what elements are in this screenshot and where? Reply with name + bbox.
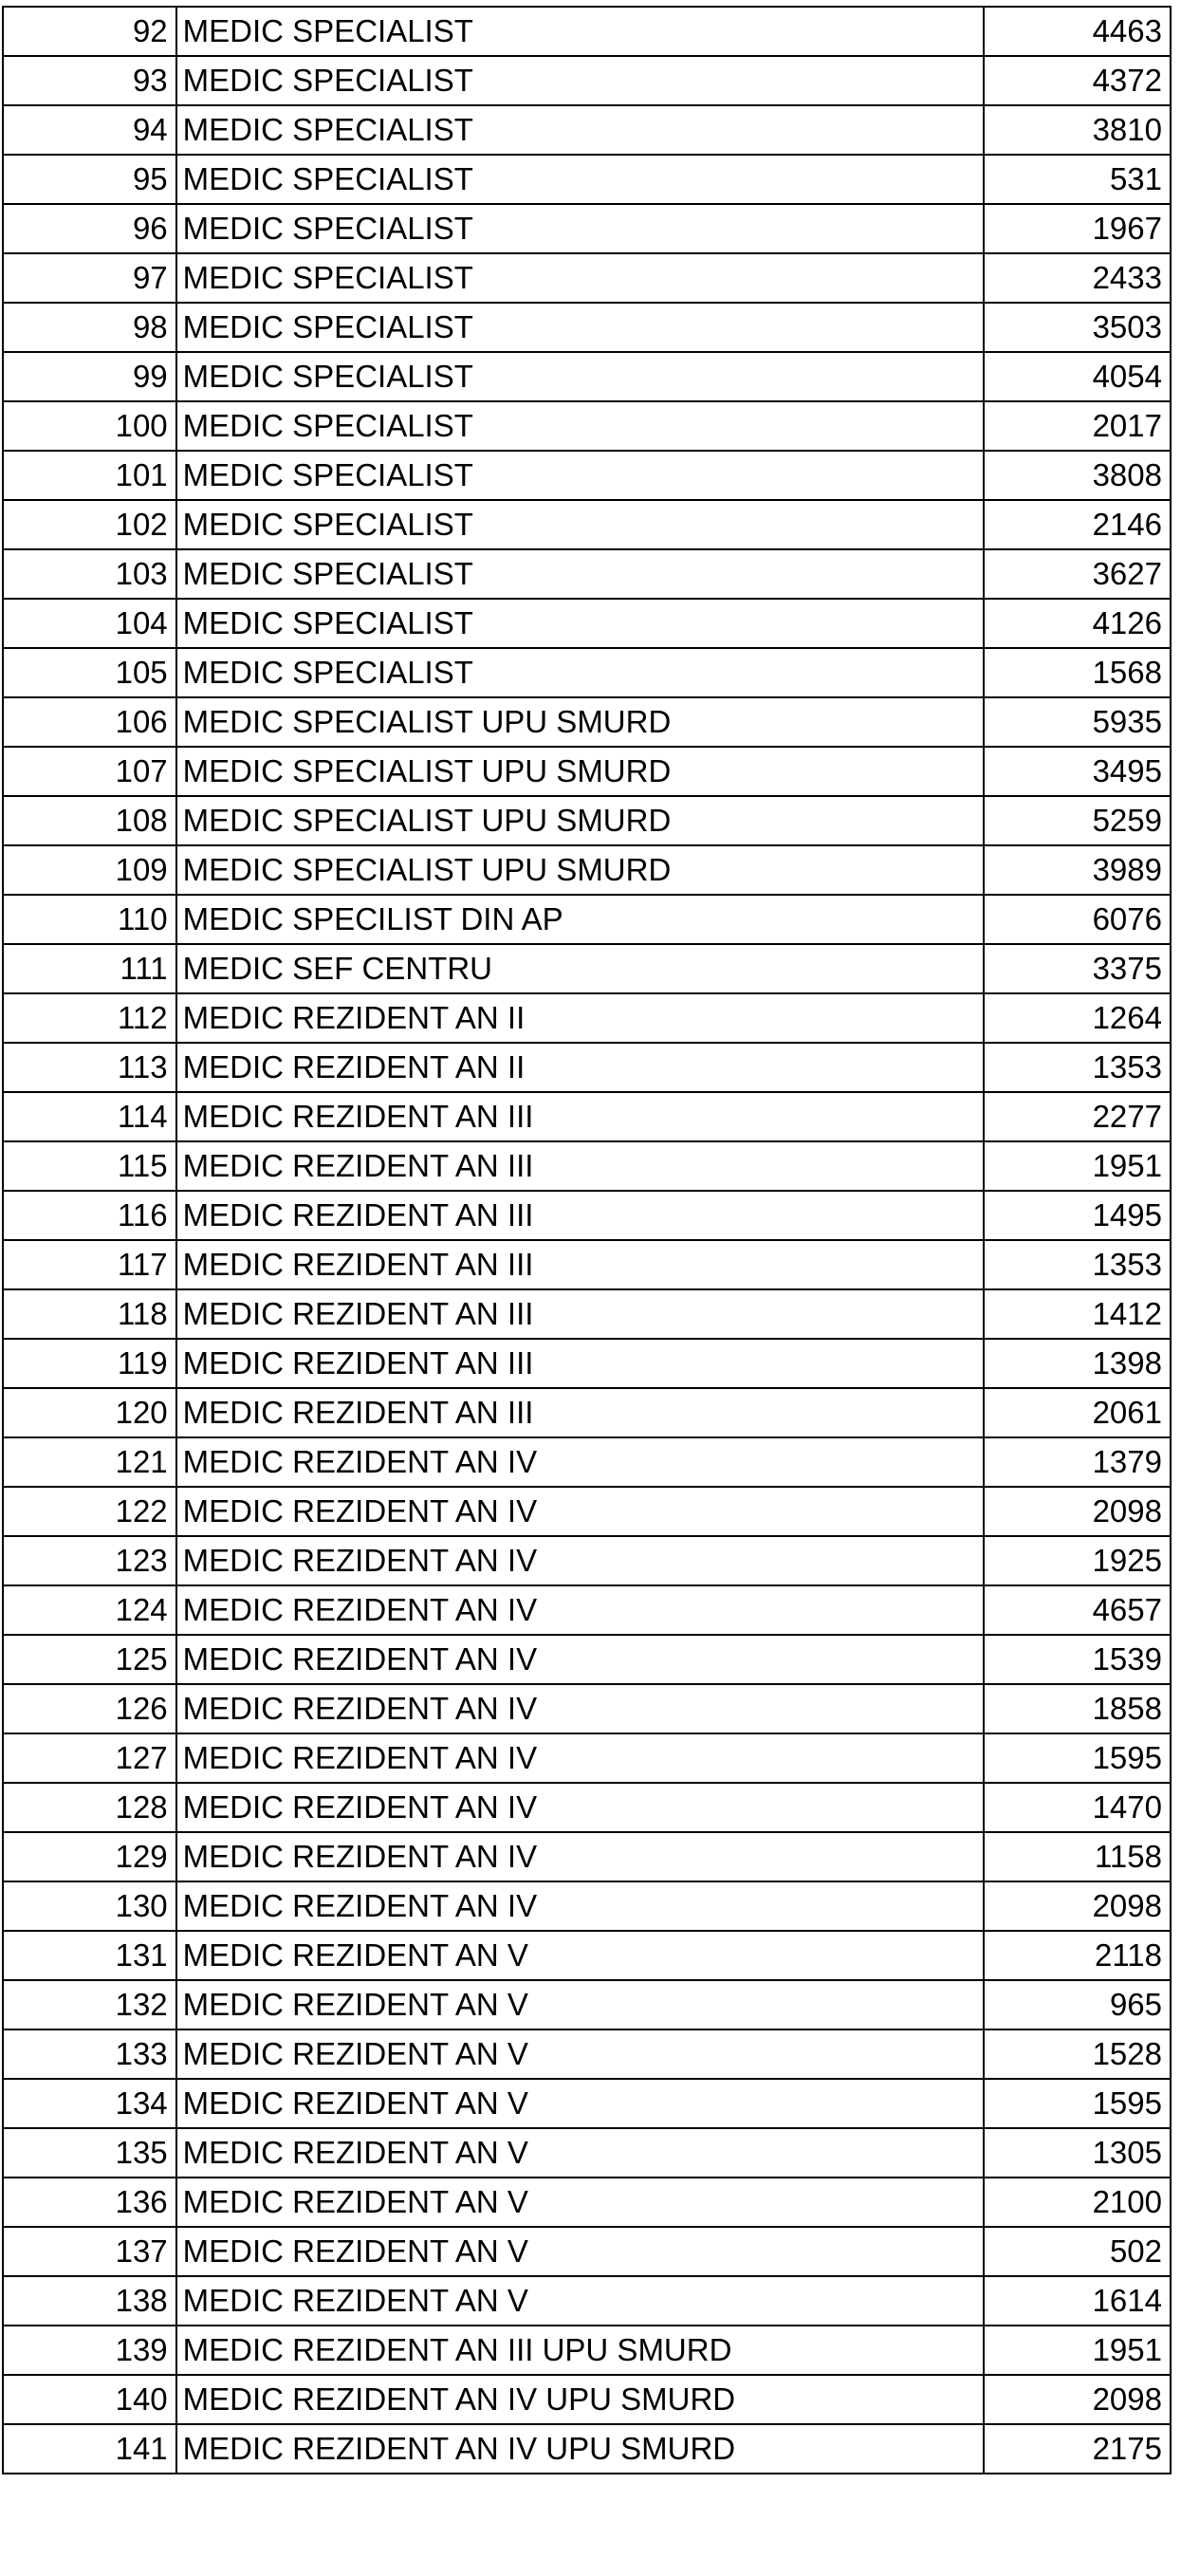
position-title-cell: MEDIC SPECIALIST xyxy=(176,500,984,549)
table-row xyxy=(3,648,1171,697)
row-number-cell: 108 xyxy=(3,796,176,845)
value-cell: 1568 xyxy=(984,648,1171,697)
row-number-cell: 111 xyxy=(3,944,176,993)
value-cell: 3810 xyxy=(984,105,1171,155)
value-cell: 2098 xyxy=(984,2375,1171,2424)
position-title-cell: MEDIC SPECIALIST xyxy=(176,599,984,648)
value-cell: 1951 xyxy=(984,1141,1171,1191)
position-title-cell: MEDIC SPECIALIST UPU SMURD xyxy=(176,845,984,895)
position-title-cell: MEDIC SPECIALIST xyxy=(176,155,984,204)
table-row xyxy=(3,2227,1171,2276)
table-row xyxy=(3,1536,1171,1585)
row-number-cell: 101 xyxy=(3,451,176,500)
position-title-cell: MEDIC SPECIALIST UPU SMURD xyxy=(176,796,984,845)
value-cell: 4126 xyxy=(984,599,1171,648)
value-cell: 1305 xyxy=(984,2128,1171,2178)
row-number-cell: 137 xyxy=(3,2227,176,2276)
row-number-cell: 127 xyxy=(3,1733,176,1783)
value-cell: 3495 xyxy=(984,747,1171,796)
position-title-cell: MEDIC REZIDENT AN III xyxy=(176,1141,984,1191)
row-number-cell: 95 xyxy=(3,155,176,204)
table-row xyxy=(3,155,1171,204)
table-row xyxy=(3,253,1171,303)
value-cell: 2146 xyxy=(984,500,1171,549)
row-number-cell: 122 xyxy=(3,1487,176,1536)
position-title-cell: MEDIC REZIDENT AN III xyxy=(176,1388,984,1437)
table-row xyxy=(3,1881,1171,1931)
row-number-cell: 113 xyxy=(3,1043,176,1092)
value-cell: 1379 xyxy=(984,1437,1171,1487)
row-number-cell: 92 xyxy=(3,7,176,56)
position-title-cell: MEDIC SPECIALIST xyxy=(176,549,984,599)
position-title-cell: MEDIC SPECIALIST xyxy=(176,105,984,155)
table-row xyxy=(3,2276,1171,2326)
position-title-cell: MEDIC REZIDENT AN III xyxy=(176,1191,984,1240)
position-title-cell: MEDIC SPECIALIST xyxy=(176,253,984,303)
value-cell: 1528 xyxy=(984,2029,1171,2079)
row-number-cell: 98 xyxy=(3,303,176,352)
position-title-cell: MEDIC SPECIALIST xyxy=(176,204,984,253)
table-row xyxy=(3,1339,1171,1388)
table-body xyxy=(3,7,1171,2474)
table-row xyxy=(3,1092,1171,1141)
value-cell: 3808 xyxy=(984,451,1171,500)
row-number-cell: 139 xyxy=(3,2326,176,2375)
row-number-cell: 117 xyxy=(3,1240,176,1289)
table-row xyxy=(3,2079,1171,2128)
table-row xyxy=(3,1733,1171,1783)
value-cell: 2277 xyxy=(984,1092,1171,1141)
table-row xyxy=(3,747,1171,796)
position-title-cell: MEDIC REZIDENT AN III UPU SMURD xyxy=(176,2326,984,2375)
table-row xyxy=(3,1931,1171,1980)
table-row xyxy=(3,599,1171,648)
position-title-cell: MEDIC REZIDENT AN IV UPU SMURD xyxy=(176,2424,984,2474)
value-cell: 531 xyxy=(984,155,1171,204)
position-title-cell: MEDIC REZIDENT AN V xyxy=(176,2079,984,2128)
table-row xyxy=(3,2128,1171,2178)
position-title-cell: MEDIC REZIDENT AN II xyxy=(176,993,984,1043)
row-number-cell: 131 xyxy=(3,1931,176,1980)
value-cell: 1412 xyxy=(984,1289,1171,1339)
value-cell: 5259 xyxy=(984,796,1171,845)
value-cell: 2100 xyxy=(984,2178,1171,2227)
row-number-cell: 107 xyxy=(3,747,176,796)
value-cell: 4463 xyxy=(984,7,1171,56)
row-number-cell: 112 xyxy=(3,993,176,1043)
row-number-cell: 121 xyxy=(3,1437,176,1487)
row-number-cell: 118 xyxy=(3,1289,176,1339)
position-title-cell: MEDIC REZIDENT AN V xyxy=(176,2178,984,2227)
value-cell: 6076 xyxy=(984,895,1171,944)
table-row xyxy=(3,303,1171,352)
table-row xyxy=(3,204,1171,253)
salary-table xyxy=(2,6,1172,2474)
row-number-cell: 129 xyxy=(3,1832,176,1881)
table-row xyxy=(3,697,1171,747)
position-title-cell: MEDIC REZIDENT AN III xyxy=(176,1240,984,1289)
position-title-cell: MEDIC SPECIALIST xyxy=(176,401,984,451)
position-title-cell: MEDIC REZIDENT AN IV xyxy=(176,1684,984,1733)
value-cell: 1614 xyxy=(984,2276,1171,2326)
table-row xyxy=(3,1240,1171,1289)
row-number-cell: 134 xyxy=(3,2079,176,2128)
position-title-cell: MEDIC REZIDENT AN IV xyxy=(176,1487,984,1536)
value-cell: 4054 xyxy=(984,352,1171,401)
row-number-cell: 106 xyxy=(3,697,176,747)
position-title-cell: MEDIC SPECIALIST xyxy=(176,303,984,352)
value-cell: 2433 xyxy=(984,253,1171,303)
table-row xyxy=(3,1043,1171,1092)
value-cell: 3503 xyxy=(984,303,1171,352)
row-number-cell: 140 xyxy=(3,2375,176,2424)
table-row xyxy=(3,2424,1171,2474)
value-cell: 965 xyxy=(984,1980,1171,2029)
position-title-cell: MEDIC SPECIALIST xyxy=(176,7,984,56)
row-number-cell: 116 xyxy=(3,1191,176,1240)
row-number-cell: 104 xyxy=(3,599,176,648)
value-cell: 1398 xyxy=(984,1339,1171,1388)
row-number-cell: 102 xyxy=(3,500,176,549)
position-title-cell: MEDIC REZIDENT AN III xyxy=(176,1289,984,1339)
position-title-cell: MEDIC REZIDENT AN V xyxy=(176,2029,984,2079)
position-title-cell: MEDIC REZIDENT AN V xyxy=(176,1980,984,2029)
position-title-cell: MEDIC REZIDENT AN V xyxy=(176,1931,984,1980)
table-row xyxy=(3,1585,1171,1635)
position-title-cell: MEDIC SPECILIST DIN AP xyxy=(176,895,984,944)
value-cell: 1539 xyxy=(984,1635,1171,1684)
row-number-cell: 93 xyxy=(3,56,176,105)
table-row xyxy=(3,401,1171,451)
table-row xyxy=(3,1783,1171,1832)
value-cell: 3989 xyxy=(984,845,1171,895)
row-number-cell: 99 xyxy=(3,352,176,401)
table-row xyxy=(3,1487,1171,1536)
table-row xyxy=(3,2178,1171,2227)
position-title-cell: MEDIC REZIDENT AN IV xyxy=(176,1881,984,1931)
value-cell: 3627 xyxy=(984,549,1171,599)
position-title-cell: MEDIC SPECIALIST xyxy=(176,56,984,105)
value-cell: 1470 xyxy=(984,1783,1171,1832)
position-title-cell: MEDIC REZIDENT AN IV xyxy=(176,1832,984,1881)
row-number-cell: 133 xyxy=(3,2029,176,2079)
position-title-cell: MEDIC SPECIALIST UPU SMURD xyxy=(176,697,984,747)
position-title-cell: MEDIC REZIDENT AN II xyxy=(176,1043,984,1092)
position-title-cell: MEDIC REZIDENT AN V xyxy=(176,2128,984,2178)
value-cell: 4657 xyxy=(984,1585,1171,1635)
row-number-cell: 138 xyxy=(3,2276,176,2326)
row-number-cell: 130 xyxy=(3,1881,176,1931)
value-cell: 2118 xyxy=(984,1931,1171,1980)
row-number-cell: 123 xyxy=(3,1536,176,1585)
value-cell: 1595 xyxy=(984,2079,1171,2128)
row-number-cell: 119 xyxy=(3,1339,176,1388)
row-number-cell: 96 xyxy=(3,204,176,253)
row-number-cell: 110 xyxy=(3,895,176,944)
row-number-cell: 115 xyxy=(3,1141,176,1191)
table-row xyxy=(3,500,1171,549)
value-cell: 5935 xyxy=(984,697,1171,747)
table-row xyxy=(3,352,1171,401)
value-cell: 1967 xyxy=(984,204,1171,253)
row-number-cell: 120 xyxy=(3,1388,176,1437)
table-row xyxy=(3,105,1171,155)
row-number-cell: 141 xyxy=(3,2424,176,2474)
position-title-cell: MEDIC REZIDENT AN V xyxy=(176,2227,984,2276)
value-cell: 2175 xyxy=(984,2424,1171,2474)
value-cell: 4372 xyxy=(984,56,1171,105)
row-number-cell: 136 xyxy=(3,2178,176,2227)
value-cell: 1858 xyxy=(984,1684,1171,1733)
position-title-cell: MEDIC REZIDENT AN IV UPU SMURD xyxy=(176,2375,984,2424)
table-row xyxy=(3,895,1171,944)
value-cell: 2061 xyxy=(984,1388,1171,1437)
value-cell: 1925 xyxy=(984,1536,1171,1585)
value-cell: 1264 xyxy=(984,993,1171,1043)
table-row xyxy=(3,56,1171,105)
position-title-cell: MEDIC REZIDENT AN III xyxy=(176,1339,984,1388)
value-cell: 1353 xyxy=(984,1043,1171,1092)
row-number-cell: 132 xyxy=(3,1980,176,2029)
row-number-cell: 100 xyxy=(3,401,176,451)
row-number-cell: 114 xyxy=(3,1092,176,1141)
table-row xyxy=(3,845,1171,895)
table-row xyxy=(3,2326,1171,2375)
position-title-cell: MEDIC SPECIALIST xyxy=(176,352,984,401)
row-number-cell: 103 xyxy=(3,549,176,599)
table-row xyxy=(3,1635,1171,1684)
table-row xyxy=(3,1832,1171,1881)
table-row xyxy=(3,1684,1171,1733)
value-cell: 2098 xyxy=(984,1487,1171,1536)
position-title-cell: MEDIC REZIDENT AN IV xyxy=(176,1585,984,1635)
table-row xyxy=(3,1437,1171,1487)
value-cell: 1353 xyxy=(984,1240,1171,1289)
position-title-cell: MEDIC SPECIALIST xyxy=(176,648,984,697)
value-cell: 3375 xyxy=(984,944,1171,993)
position-title-cell: MEDIC SEF CENTRU xyxy=(176,944,984,993)
table-row xyxy=(3,1980,1171,2029)
table-row xyxy=(3,7,1171,56)
table-row xyxy=(3,451,1171,500)
position-title-cell: MEDIC REZIDENT AN IV xyxy=(176,1635,984,1684)
table-row xyxy=(3,993,1171,1043)
position-title-cell: MEDIC REZIDENT AN IV xyxy=(176,1783,984,1832)
row-number-cell: 128 xyxy=(3,1783,176,1832)
position-title-cell: MEDIC SPECIALIST xyxy=(176,451,984,500)
value-cell: 502 xyxy=(984,2227,1171,2276)
row-number-cell: 109 xyxy=(3,845,176,895)
row-number-cell: 124 xyxy=(3,1585,176,1635)
value-cell: 2098 xyxy=(984,1881,1171,1931)
position-title-cell: MEDIC REZIDENT AN IV xyxy=(176,1536,984,1585)
value-cell: 1158 xyxy=(984,1832,1171,1881)
table-row xyxy=(3,1388,1171,1437)
value-cell: 1951 xyxy=(984,2326,1171,2375)
table-row xyxy=(3,549,1171,599)
value-cell: 2017 xyxy=(984,401,1171,451)
value-cell: 1495 xyxy=(984,1191,1171,1240)
position-title-cell: MEDIC SPECIALIST UPU SMURD xyxy=(176,747,984,796)
table-row xyxy=(3,1289,1171,1339)
row-number-cell: 105 xyxy=(3,648,176,697)
row-number-cell: 94 xyxy=(3,105,176,155)
table-row xyxy=(3,2375,1171,2424)
position-title-cell: MEDIC REZIDENT AN V xyxy=(176,2276,984,2326)
row-number-cell: 97 xyxy=(3,253,176,303)
row-number-cell: 126 xyxy=(3,1684,176,1733)
table-row xyxy=(3,2029,1171,2079)
table-row xyxy=(3,944,1171,993)
table-row xyxy=(3,1191,1171,1240)
position-title-cell: MEDIC REZIDENT AN IV xyxy=(176,1437,984,1487)
position-title-cell: MEDIC REZIDENT AN III xyxy=(176,1092,984,1141)
position-title-cell: MEDIC REZIDENT AN IV xyxy=(176,1733,984,1783)
table-row xyxy=(3,1141,1171,1191)
value-cell: 1595 xyxy=(984,1733,1171,1783)
row-number-cell: 125 xyxy=(3,1635,176,1684)
row-number-cell: 135 xyxy=(3,2128,176,2178)
table-row xyxy=(3,796,1171,845)
